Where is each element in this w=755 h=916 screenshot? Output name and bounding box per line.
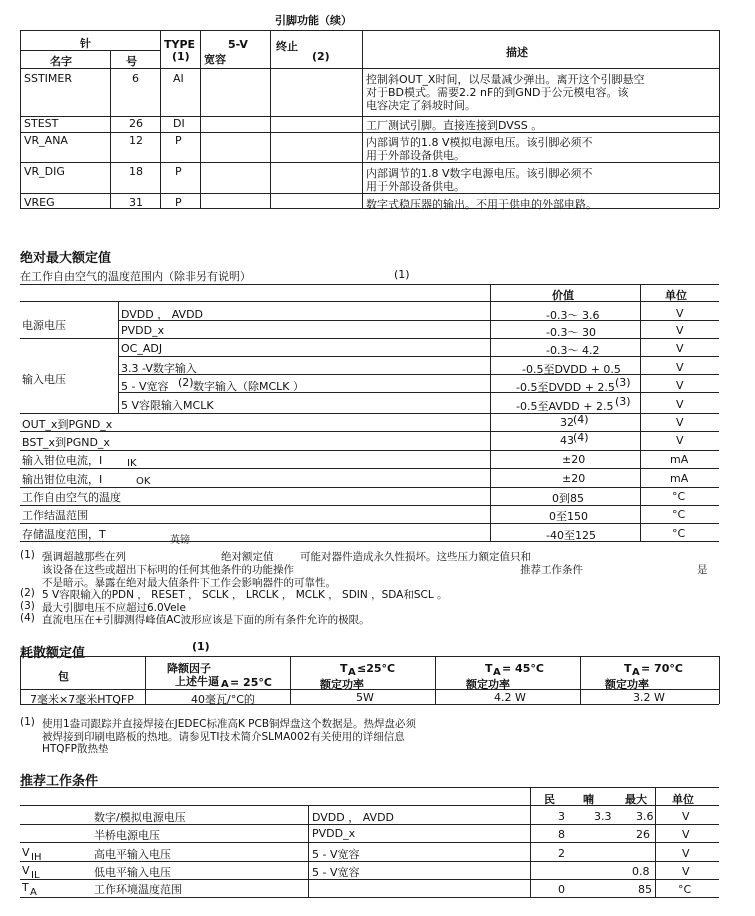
note-text: 是 (697, 564, 708, 576)
power-25-header: ≤25°C (357, 662, 396, 675)
tolerant-header-2: 宽容 (204, 53, 226, 66)
input-voltage-group: 输入电压 (22, 373, 66, 386)
condition-test: 5 - V宽容 (312, 866, 360, 879)
power-70-value: 3.2 W (633, 691, 665, 704)
supply-voltage-group: 电源电压 (22, 319, 66, 332)
derating-header: 降额因子 (167, 662, 211, 675)
param-label: 工作自由空气的温度 (22, 491, 121, 504)
pin-name: STEST (24, 117, 59, 130)
param-label: BST_x到PGND_x (22, 436, 110, 449)
pin-description: 对于BD模式。需要2.2 nF的到GND于公元模电容。该 (366, 86, 629, 99)
derating-subscript: A (221, 679, 229, 690)
pin-name: VR_DIG (24, 165, 65, 178)
dissipation-title: 耗散额定值 (20, 646, 86, 661)
param-value: -0.5至DVDD + 2.5 (516, 381, 615, 394)
pin-name: VREG (24, 196, 55, 209)
condition-symbol-subscript: IL (31, 870, 40, 881)
min-header: 民 (544, 793, 555, 806)
param-unit: V (676, 379, 684, 392)
power-25-header: T (340, 662, 348, 675)
pin-name: VR_ANA (24, 134, 68, 147)
condition-test: PVDD_x (312, 827, 356, 840)
power-70-header: = 70°C (641, 662, 683, 675)
min-value: 2 (558, 847, 565, 860)
rec-op-title: 推荐工作条件 (20, 774, 99, 789)
param-label: 3.3 -V数字输入 (121, 362, 197, 375)
param-subscript: OK (136, 476, 151, 487)
param-value: 0至150 (549, 510, 588, 523)
note-text: 不是暗示。暴露在绝对最大值条件下工作会影响器件的可靠性。 (42, 577, 336, 589)
power-45-value: 4.2 W (494, 691, 526, 704)
pin-description: 用于外部设备供电。 (366, 180, 465, 193)
note-number: (1) (20, 549, 35, 561)
note-text: 强调超越那些在列 (42, 551, 126, 563)
termination-header: 终止 (276, 40, 298, 53)
power-25-value: 5W (356, 691, 374, 704)
param-label: DVDD ， AVDD (121, 308, 204, 321)
condition-param: 工作环境温度范围 (94, 883, 182, 896)
power-45-header: = 45°C (502, 662, 544, 675)
type-note: (1) (172, 50, 190, 63)
param-value: -0.3～ 30 (546, 326, 596, 339)
note-number: (4) (20, 612, 35, 624)
no-header: 号 (126, 55, 137, 68)
param-label: 工作结温范围 (22, 509, 88, 522)
param-label: PVDD_x (121, 324, 165, 337)
termination-note: (2) (312, 50, 330, 63)
pin-type: DI (173, 117, 185, 130)
param-unit: V (676, 324, 684, 337)
value-header: 价值 (552, 289, 574, 302)
power-70-subscript: A (632, 667, 640, 678)
param-unit: V (676, 434, 684, 447)
nom-value: 3.3 (594, 810, 612, 823)
param-value: ±20 (562, 472, 586, 485)
dissipation-title-note: (1) (192, 640, 210, 653)
param-label: OUT_x到PGND_x (22, 418, 113, 431)
param-value: 43 (560, 434, 574, 447)
note-text: 推荐工作条件 (520, 564, 583, 576)
package-header: 包 (58, 670, 69, 683)
power-25-header: 额定功率 (320, 678, 364, 691)
condition-param: 低电平输入电压 (94, 866, 171, 879)
min-value: 8 (558, 828, 565, 841)
param-unit: mA (670, 472, 689, 485)
param-value: -0.3～ 3.6 (546, 309, 600, 322)
condition-symbol: T (22, 881, 29, 894)
pin-description: 控制斜OUT_X时间，以尽量减少弹出。离开这个引脚悬空 (366, 73, 645, 86)
param-label: 存储温度范围，T (22, 528, 106, 541)
name-header: 名字 (50, 55, 72, 68)
unit-value: V (682, 810, 690, 823)
pin-type: P (175, 165, 182, 178)
condition-param: 高电平输入电压 (94, 848, 171, 861)
condition-test: DVDD ， AVDD (312, 811, 395, 824)
max-value: 26 (636, 828, 650, 841)
param-unit: °C (672, 490, 686, 503)
pin-type: P (175, 134, 182, 147)
param-note: (3) (615, 376, 631, 389)
note-text: 被焊接到印刷电路板的热地。请参见TI技术简介SLMA002有关使用的详细信息 (42, 731, 405, 743)
package-value: 7毫米×7毫米HTQFP (30, 693, 134, 706)
param-subscript: IK (127, 458, 137, 469)
nom-header: 喃 (583, 793, 594, 806)
condition-symbol: V (22, 846, 30, 859)
param-label: 输出钳位电流，I (22, 473, 103, 486)
note-text: 该设备在这些或超出下标明的任何其他条件的功能操作 (42, 564, 294, 576)
pin-description: 工厂测试引脚。直接连接到DVSS 。 (366, 119, 543, 132)
power-45-subscript: A (493, 667, 501, 678)
param-value: -40至125 (546, 529, 596, 542)
note-text: 使用1盎司跟踪并直接焊接在JEDEC标准高K PCB铜焊盘这个数据是。热焊盘必须 (42, 718, 417, 730)
pin-number: 31 (129, 196, 143, 209)
pin-number: 12 (129, 134, 143, 147)
param-unit: V (676, 342, 684, 355)
power-25-subscript: A (348, 667, 356, 678)
param-label: 输入钳位电流，I (22, 454, 103, 467)
param-label: 数字输入（除MCLK ） (193, 380, 305, 393)
pin-number: 6 (132, 72, 139, 85)
pin-description: 用于外部设备供电。 (366, 149, 465, 162)
param-value: -0.5至AVDD + 2.5 (516, 400, 614, 413)
pin-description: 内部调节的1.8 V数字电源电压。该引脚必须不 (366, 167, 593, 180)
param-label: OC_ADJ (121, 342, 163, 355)
param-label: 5 V容限输入MCLK (121, 399, 214, 412)
condition-symbol-subscript: A (30, 887, 37, 898)
param-value: -0.5至DVDD + 0.5 (522, 363, 621, 376)
tolerant-header: 5-V (228, 38, 248, 51)
param-note: (2) (178, 376, 194, 389)
param-value: 0到85 (552, 492, 584, 505)
param-unit: °C (672, 508, 686, 521)
min-value: 3 (558, 810, 565, 823)
derating-header: 上述牛逼 (175, 675, 219, 688)
note-text: 可能对器件造成永久性损坏。这些压力额定值只和 (300, 551, 531, 563)
param-unit: V (676, 398, 684, 411)
param-unit: °C (672, 527, 686, 540)
power-45-header: 额定功率 (466, 678, 510, 691)
note-number: (3) (20, 600, 35, 612)
pin-type: P (175, 196, 182, 209)
min-value: 0 (558, 883, 565, 896)
note-number: (2) (20, 587, 35, 599)
condition-test: 5 - V宽容 (312, 848, 360, 861)
condition-param: 半桥电源电压 (94, 829, 160, 842)
power-45-header: T (485, 662, 493, 675)
note-text: HTQFP散热垫 (42, 743, 109, 755)
pin-type: AI (173, 72, 184, 85)
pin-header: 针 (80, 37, 91, 50)
description-header: 描述 (506, 46, 528, 59)
condition-param: 数字/模拟电源电压 (94, 811, 186, 824)
type-header: TYPE (164, 38, 196, 51)
note-text: 绝对额定值 (221, 551, 274, 563)
unit-value: V (682, 865, 690, 878)
note-text: 5 V容限输入的PDN ， RESET ， SCLK ， LRCLK ， MCLK ， SDIN ，SDA和SCL 。 (42, 589, 448, 601)
note-number: (1) (20, 716, 35, 728)
unit-value: V (682, 828, 690, 841)
power-70-header: 额定功率 (605, 678, 649, 691)
abs-max-subtitle-note: (1) (394, 268, 410, 281)
param-value: 32 (560, 416, 574, 429)
pin-number: 18 (129, 165, 143, 178)
unit-header: 单位 (665, 289, 687, 302)
unit-value: °C (678, 883, 692, 896)
param-unit: V (676, 361, 684, 374)
param-note: (3) (615, 395, 631, 408)
max-value: 0.8 (632, 865, 650, 878)
note-text: 最大引脚电压不应超过6.0Vele (42, 602, 186, 614)
derating-value: 40毫瓦/°C的 (191, 693, 255, 706)
abs-max-title: 绝对最大额定值 (20, 251, 112, 266)
pin-name: SSTIMER (24, 72, 73, 85)
pin-description: 电容决定了斜坡时间。 (366, 99, 476, 112)
condition-symbol-subscript: IH (31, 852, 42, 863)
pin-description: 数字式稳压器的输出。不用于供电的外部电路。 (366, 198, 597, 211)
param-value: ±20 (562, 453, 586, 466)
power-70-header: T (624, 662, 632, 675)
param-note: (4) (573, 413, 589, 426)
unit-value: V (682, 847, 690, 860)
max-header: 最大 (625, 793, 647, 806)
param-unit: V (676, 307, 684, 320)
condition-symbol: V (22, 864, 30, 877)
unit-header: 单位 (672, 793, 694, 806)
abs-max-subtitle: 在工作自由空气的温度范围内（除非另有说明） (20, 270, 251, 283)
note-text: 直流电压在+引脚测得峰值AC波形应该是下面的所有条件允许的极限。 (42, 614, 370, 626)
max-value: 85 (638, 883, 652, 896)
param-label: 5 - V宽容 (121, 380, 169, 393)
param-note: (4) (573, 431, 589, 444)
page-title: 引脚功能（续） (275, 14, 352, 27)
max-value: 3.6 (636, 810, 654, 823)
param-unit: V (676, 416, 684, 429)
param-unit: mA (670, 453, 689, 466)
derating-header: = 25°C (230, 676, 272, 689)
param-subscript: 英镑 (170, 535, 190, 546)
pin-number: 26 (129, 117, 143, 130)
pin-description: 内部调节的1.8 V模拟电源电压。该引脚必须不 (366, 136, 593, 149)
param-value: -0.3～ 4.2 (546, 344, 600, 357)
